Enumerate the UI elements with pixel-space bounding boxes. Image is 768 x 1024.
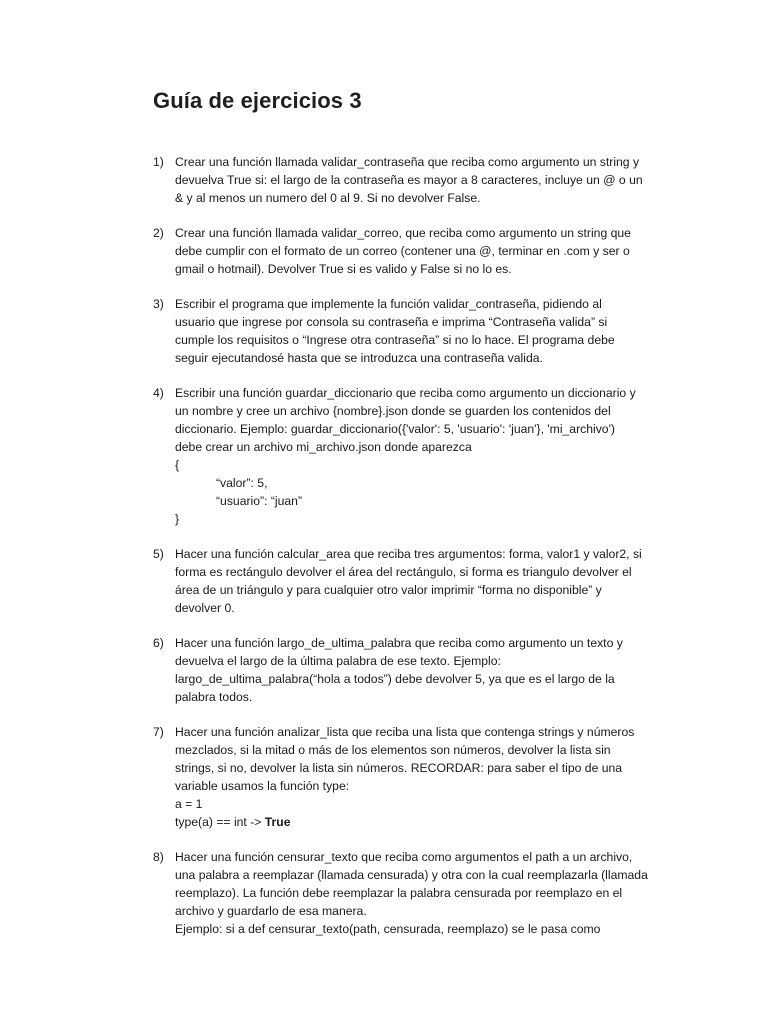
exercise-line: Hacer una función largo_de_ultima_palabra que reciba como argumento un texto y <box>175 636 623 650</box>
exercise-number: 3) <box>153 297 164 311</box>
exercise-line: devuelva el largo de la última palabra de ese texto. Ejemplo: <box>175 654 501 668</box>
exercise-number: 1) <box>153 155 164 169</box>
exercise-number: 5) <box>153 547 164 561</box>
exercise-line: devolver 0. <box>175 601 235 615</box>
code-line <box>175 813 643 831</box>
exercise-line: variable usamos la función type: <box>175 779 350 793</box>
code-line: } <box>175 512 180 526</box>
exercise-item-6 <box>153 634 643 706</box>
exercise-line: forma es rectángulo devolver el área del rectángulo, si forma es triangulo devolver el <box>175 565 632 579</box>
code-line: { <box>175 458 180 472</box>
exercise-line: debe crear un archivo mi_archivo.json donde aparezca <box>175 440 472 454</box>
exercise-line: Crear una función llamada validar_contraseña que reciba como argumento un string y <box>175 155 640 169</box>
exercise-line: debe cumplir con el formato de un correo (contener una @, terminar en .com y ser o <box>175 244 630 258</box>
exercise-number: 6) <box>153 636 164 650</box>
exercise-item-2 <box>153 224 643 278</box>
exercise-line: Crear una función llamada validar_correo, que reciba como argumento un string que <box>175 226 631 240</box>
exercise-item-1 <box>153 153 643 207</box>
exercise-line: seguir ejecutandosé hasta que se introduzca una contraseña valida. <box>175 351 543 365</box>
exercise-list <box>153 153 648 955</box>
exercise-line: área de un triángulo y para cualquier otro valor imprimir “forma no disponible” y <box>175 583 602 597</box>
code-line: a = 1 <box>175 797 203 811</box>
exercise-line: devuelva True si: el largo de la contraseña es mayor a 8 caracteres, incluye un @ o un <box>175 173 643 187</box>
code-line: “valor”: 5, <box>216 476 268 490</box>
exercise-number: 8) <box>153 850 164 864</box>
exercise-line: mezclados, si la mitad o más de los elementos son números, devolver la lista sin <box>175 743 611 757</box>
exercise-line: palabra todos. <box>175 690 253 704</box>
exercise-line: usuario que ingrese por consola su contraseña e imprima “Contraseña valida” si <box>175 315 608 329</box>
exercise-line: Escribir una función guardar_diccionario que reciba como argumento un diccionario y <box>175 386 636 400</box>
code-prefix: type(a) == int -> <box>175 815 265 829</box>
exercise-line: diccionario. Ejemplo: guardar_diccionario({'valor': 5, 'usuario': 'juan'}, 'mi_archivo') <box>175 422 615 436</box>
exercise-line: una palabra a reemplazar (llamada censurada) y otra con la cual reemplazarla (llamada <box>175 868 648 882</box>
exercise-line: Escribir el programa que implemente la función validar_contraseña, pidiendo al <box>175 297 602 311</box>
exercise-item-8 <box>153 848 648 938</box>
document-title: Guía de ejercicios 3 <box>153 88 362 113</box>
exercise-number: 4) <box>153 386 164 400</box>
exercise-line: & y al menos un numero del 0 al 9. Si no devolver False. <box>175 191 481 205</box>
exercise-line: archivo y guardarlo de esa manera. <box>175 904 367 918</box>
exercise-line: reemplazo). La función debe reemplazar la palabra censurada por reemplazo en el <box>175 886 623 900</box>
exercise-item-4 <box>153 384 643 528</box>
exercise-line: strings, si no, devolver la lista sin números. RECORDAR: para saber el tipo de una <box>175 761 623 775</box>
exercise-line: Hacer una función censurar_texto que reciba como argumentos el path a un archivo, <box>175 850 633 864</box>
exercise-line: Hacer una función calcular_area que reciba tres argumentos: forma, valor1 y valor2, si <box>175 547 642 561</box>
exercise-item-5 <box>153 545 643 617</box>
exercise-line: Hacer una función analizar_lista que reciba una lista que contenga strings y números <box>175 725 635 739</box>
code-line: “usuario”: “juan” <box>216 494 303 508</box>
code-bold-value: True <box>264 815 291 829</box>
exercise-item-7 <box>153 723 643 831</box>
exercise-line: cumple los requisitos o “Ingrese otra contraseña” si no lo hace. El programa debe <box>175 333 615 347</box>
exercise-line: largo_de_ultima_palabra(“hola a todos”) debe devolver 5, ya que es el largo de la <box>175 672 615 686</box>
exercise-line: Ejemplo: si a def censurar_texto(path, censurada, reemplazo) se le pasa como <box>175 922 601 936</box>
exercise-line: un nombre y cree un archivo {nombre}.json donde se guarden los contenidos del <box>175 404 611 418</box>
exercise-item-3 <box>153 295 643 367</box>
exercise-number: 7) <box>153 725 164 739</box>
exercise-number: 2) <box>153 226 164 240</box>
exercise-line: gmail o hotmail). Devolver True si es valido y False si no lo es. <box>175 262 512 276</box>
